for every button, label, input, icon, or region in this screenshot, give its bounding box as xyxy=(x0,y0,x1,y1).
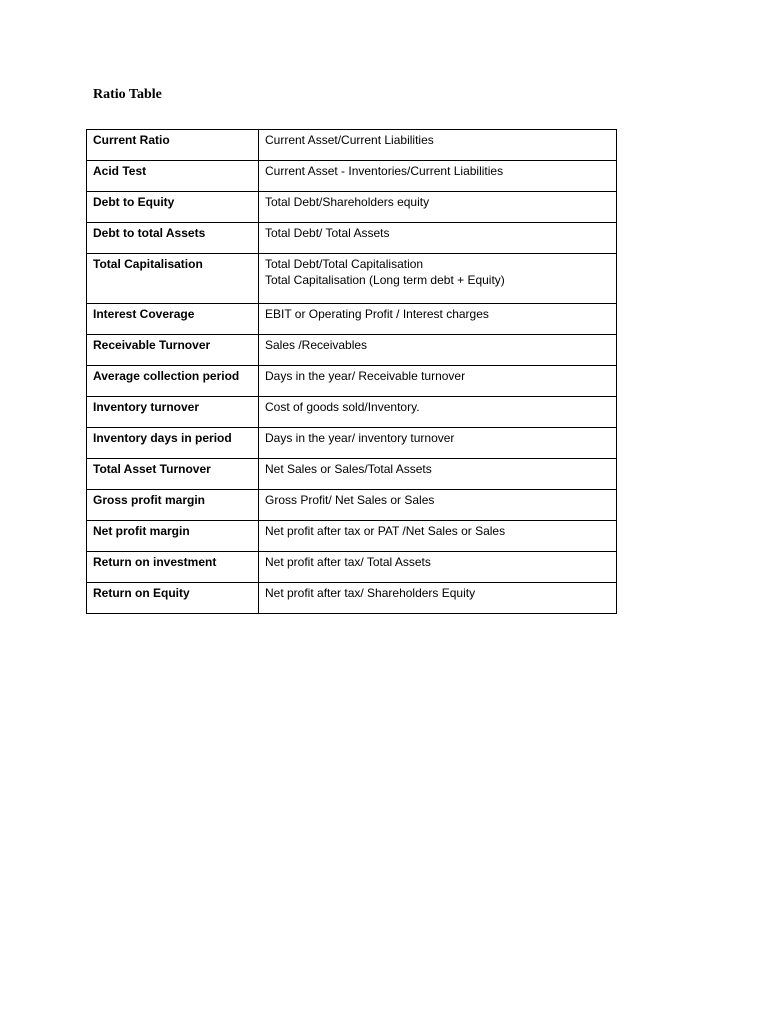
table-row xyxy=(87,521,617,552)
formula-text: Net Sales or Sales/Total Assets xyxy=(265,462,432,476)
formula-text: Days in the year/ Receivable turnover xyxy=(265,369,466,383)
formula-text: Net profit after tax/ Total Assets xyxy=(265,555,431,569)
ratio-formula-cell xyxy=(259,254,617,304)
ratio-name-cell: Interest Coverage xyxy=(87,304,259,335)
formula-text: Total Debt/ Total Assets xyxy=(265,226,390,240)
formula-text: Total Debt/Shareholders equity xyxy=(265,195,430,209)
table-row xyxy=(87,552,617,583)
ratio-name-cell: Total Asset Turnover xyxy=(87,459,259,490)
ratio-name-cell: Acid Test xyxy=(87,161,259,192)
table-row xyxy=(87,254,617,304)
ratio-name-cell: Gross profit margin xyxy=(87,490,259,521)
formula-text: Cost of goods sold/Inventory. xyxy=(265,400,420,414)
table-row xyxy=(87,161,617,192)
formula-text: Current Asset/Current Liabilities xyxy=(265,133,434,147)
formula-text: Total Debt/Total Capitalisation xyxy=(265,257,424,271)
formula-text: Gross Profit/ Net Sales or Sales xyxy=(265,493,435,507)
ratio-formula-cell xyxy=(259,459,617,490)
ratio-formula-cell xyxy=(259,552,617,583)
formula-text: Sales /Receivables xyxy=(265,338,368,352)
ratio-name-cell: Return on Equity xyxy=(87,583,259,614)
table-row xyxy=(87,223,617,254)
table-row xyxy=(87,583,617,614)
ratio-name-cell: Inventory turnover xyxy=(87,397,259,428)
formula-text: Net profit after tax/ Shareholders Equity xyxy=(265,586,476,600)
table-row xyxy=(87,192,617,223)
ratio-name-cell: Receivable Turnover xyxy=(87,335,259,366)
ratio-formula-cell xyxy=(259,428,617,459)
formula-text: Current Asset - Inventories/Current Liabilities xyxy=(265,164,504,178)
table-row xyxy=(87,428,617,459)
ratio-name-cell: Current Ratio xyxy=(87,130,259,161)
ratio-table xyxy=(86,129,617,614)
ratio-formula-cell xyxy=(259,335,617,366)
table-row xyxy=(87,335,617,366)
ratio-name-cell: Debt to Equity xyxy=(87,192,259,223)
page-title: Ratio Table xyxy=(93,87,162,102)
ratio-name-cell: Total Capitalisation xyxy=(87,254,259,304)
formula-text: Days in the year/ inventory turnover xyxy=(265,431,455,445)
ratio-name-cell: Debt to total Assets xyxy=(87,223,259,254)
ratio-formula-cell xyxy=(259,130,617,161)
table-row xyxy=(87,366,617,397)
table-row xyxy=(87,397,617,428)
ratio-formula-cell xyxy=(259,397,617,428)
formula-text: Total Capitalisation (Long term debt + Equity) xyxy=(265,273,505,287)
ratio-formula-cell xyxy=(259,521,617,552)
formula-text: Net profit after tax or PAT /Net Sales or Sales xyxy=(265,524,506,538)
ratio-formula-cell xyxy=(259,223,617,254)
ratio-formula-cell xyxy=(259,366,617,397)
ratio-name-cell: Return on investment xyxy=(87,552,259,583)
ratio-formula-cell xyxy=(259,490,617,521)
table-row xyxy=(87,304,617,335)
table-row xyxy=(87,130,617,161)
formula-text: EBIT or Operating Profit / Interest charges xyxy=(265,307,489,321)
ratio-name-cell: Inventory days in period xyxy=(87,428,259,459)
ratio-name-cell: Net profit margin xyxy=(87,521,259,552)
ratio-formula-cell xyxy=(259,304,617,335)
ratio-formula-cell xyxy=(259,192,617,223)
ratio-formula-cell xyxy=(259,583,617,614)
table-row xyxy=(87,459,617,490)
ratio-formula-cell xyxy=(259,161,617,192)
table-row xyxy=(87,490,617,521)
ratio-name-cell: Average collection period xyxy=(87,366,259,397)
